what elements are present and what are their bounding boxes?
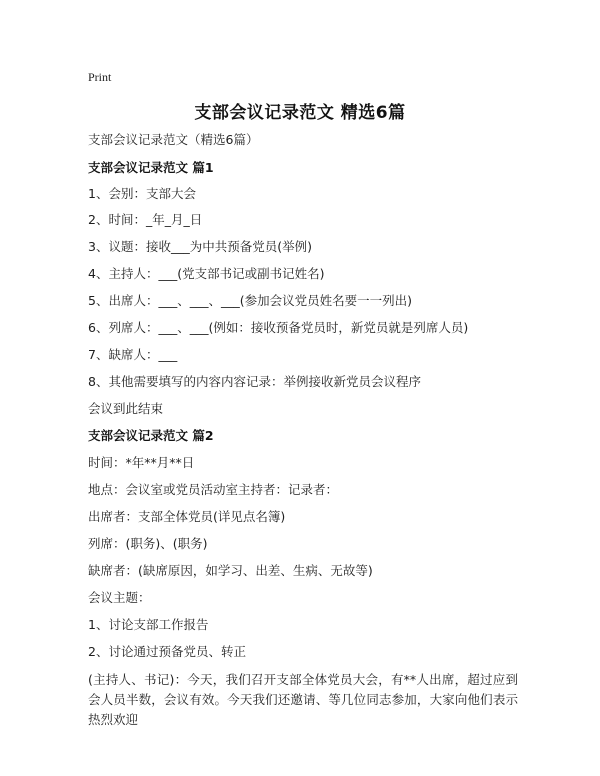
section-2-heading: 支部会议记录范文 篇2 bbox=[88, 428, 214, 443]
section-1-item-1: 1、会别：支部大会 bbox=[88, 186, 196, 201]
section-2-item-absentees: 缺席者：(缺席原因，如学习、出差、生病、无故等) bbox=[88, 563, 373, 578]
section-2-item-topic-2: 2、讨论通过预备党员、转正 bbox=[88, 644, 246, 659]
section-2-paragraph: (主持人、书记)：今天，我们召开支部全体党员大会，有**人出席，超过应到会人员半数，会议有效。今天我们还邀请、等几位同志参加，大家向他们表示热烈欢迎 bbox=[88, 672, 518, 727]
document-subtitle: 支部会议记录范文（精选6篇） bbox=[88, 132, 259, 147]
section-1-item-3: 3、议题：接收___为中共预备党员(举例) bbox=[88, 239, 312, 254]
document-title: 支部会议记录范文 精选6篇 bbox=[194, 103, 406, 123]
section-2-item-time: 时间：*年**月**日 bbox=[88, 455, 195, 470]
section-1-heading: 支部会议记录范文 篇1 bbox=[88, 160, 214, 175]
section-2-item-location: 地点：会议室或党员活动室主持者：记录者： bbox=[88, 482, 339, 497]
section-1-item-2: 2、时间：_年_月_日 bbox=[88, 212, 203, 227]
section-2-item-observers: 列席：(职务)、(职务) bbox=[88, 536, 208, 551]
section-2-item-topic: 会议主题： bbox=[88, 590, 151, 605]
section-1-item-4: 4、主持人：___(党支部书记或副书记姓名) bbox=[88, 266, 325, 281]
print-label: Print bbox=[88, 70, 112, 84]
section-1-item-6: 6、列席人：___、___(例如：接收预备党员时，新党员就是列席人员) bbox=[88, 320, 469, 335]
section-1-closing: 会议到此结束 bbox=[88, 401, 164, 416]
section-1-item-8: 8、其他需要填写的内容内容记录：举例接收新党员会议程序 bbox=[88, 374, 421, 389]
section-1-item-5: 5、出席人：___、___、___(参加会议党员姓名要一一列出) bbox=[88, 293, 412, 308]
section-2-item-attendees: 出席者：支部全体党员(详见点名簿) bbox=[88, 509, 286, 524]
section-1-item-7: 7、缺席人：___ bbox=[88, 347, 178, 362]
section-2-item-topic-1: 1、讨论支部工作报告 bbox=[88, 617, 209, 632]
